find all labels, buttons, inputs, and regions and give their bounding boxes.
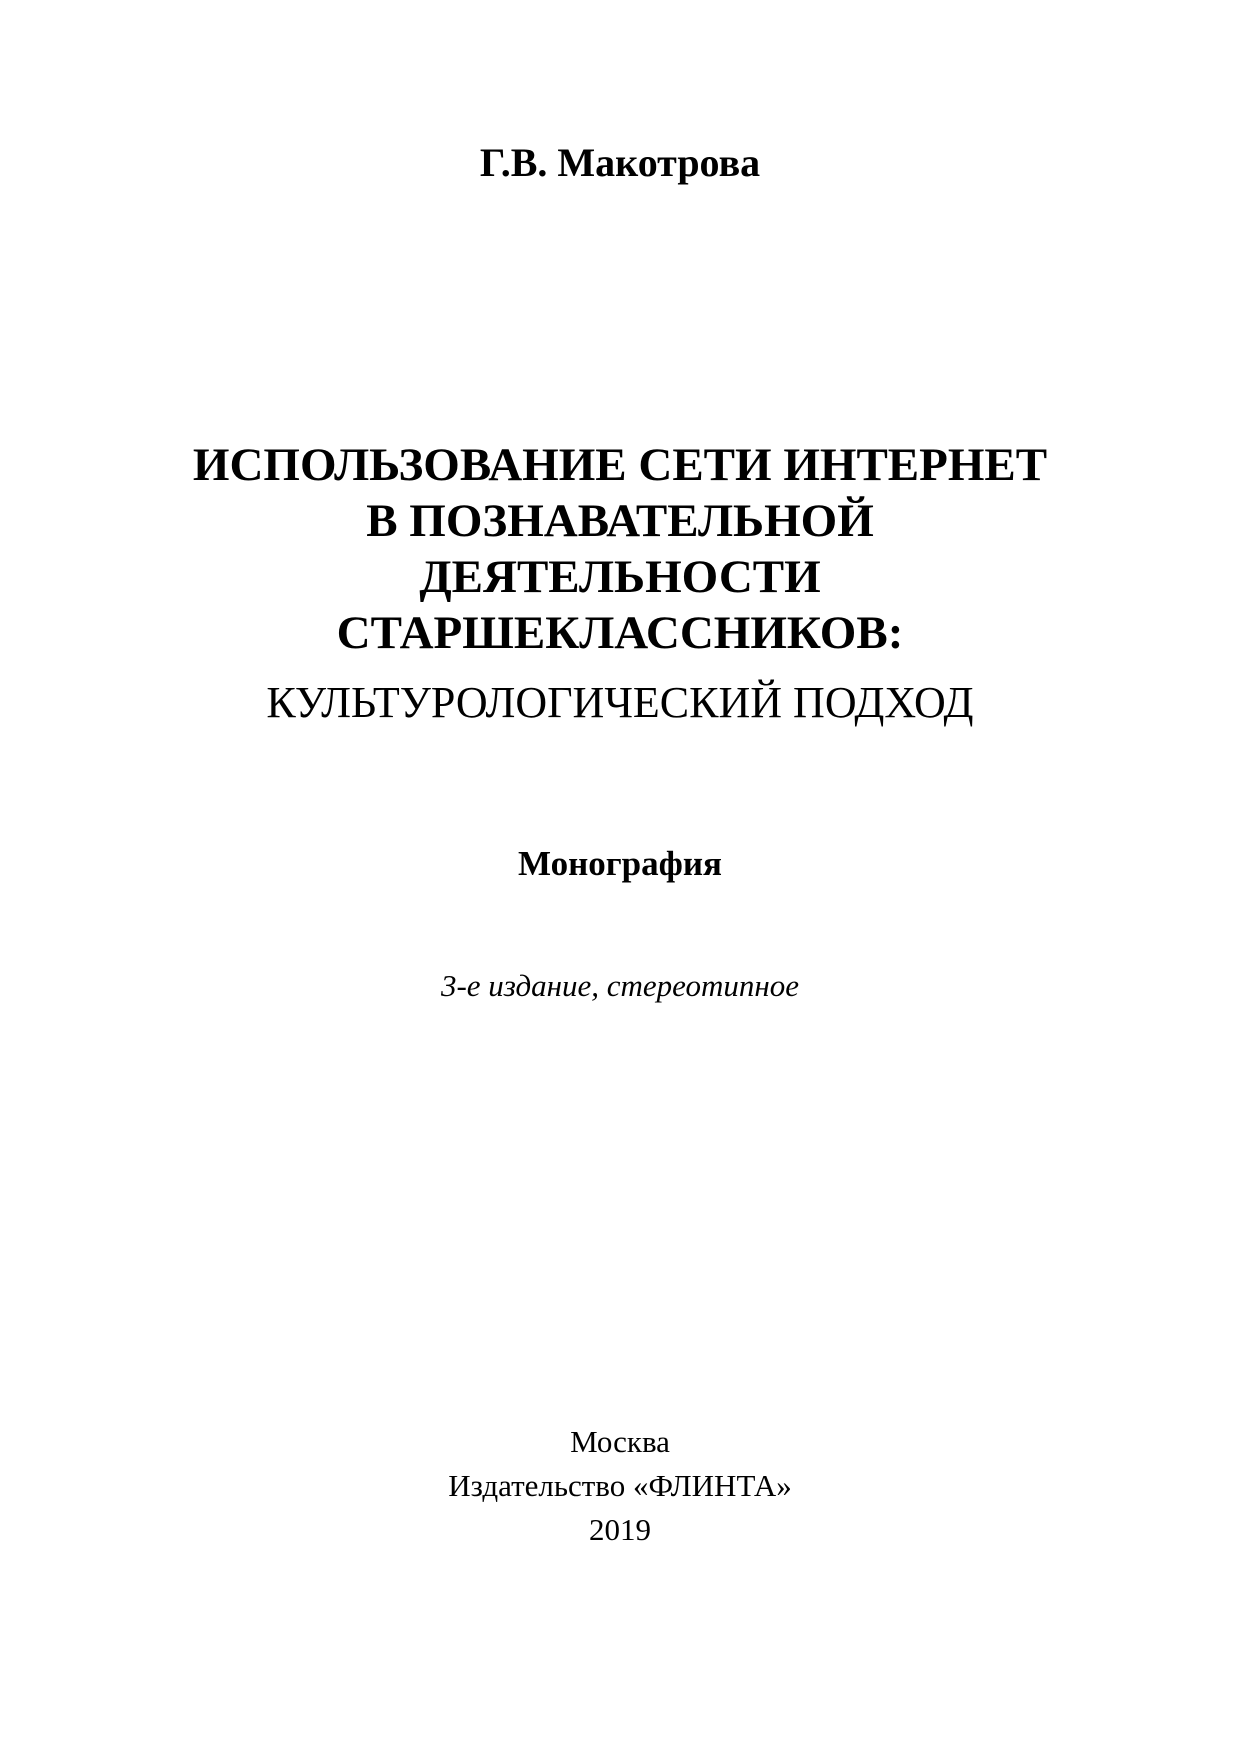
title-line: В ПОЗНАВАТЕЛЬНОЙ xyxy=(366,495,874,547)
genre-label: Монография xyxy=(518,844,722,883)
imprint-city: Москва xyxy=(570,1424,670,1459)
title-line: СТАРШЕКЛАССНИКОВ: xyxy=(336,607,904,659)
imprint-publisher: Издательство «ФЛИНТА» xyxy=(448,1468,792,1503)
imprint xyxy=(0,1420,1240,1552)
book-title xyxy=(0,437,1240,661)
author-name: Г.В. Макотрова xyxy=(479,140,761,185)
edition-note: 3-е издание, стереотипное xyxy=(440,968,800,1003)
book-subtitle: КУЛЬТУРОЛОГИЧЕСКИЙ ПОДХОД xyxy=(266,678,974,727)
imprint-year: 2019 xyxy=(589,1512,651,1547)
title-line: ИСПОЛЬЗОВАНИЕ СЕТИ ИНТЕРНЕТ xyxy=(192,439,1048,491)
title-line: ДЕЯТЕЛЬНОСТИ xyxy=(419,551,821,603)
